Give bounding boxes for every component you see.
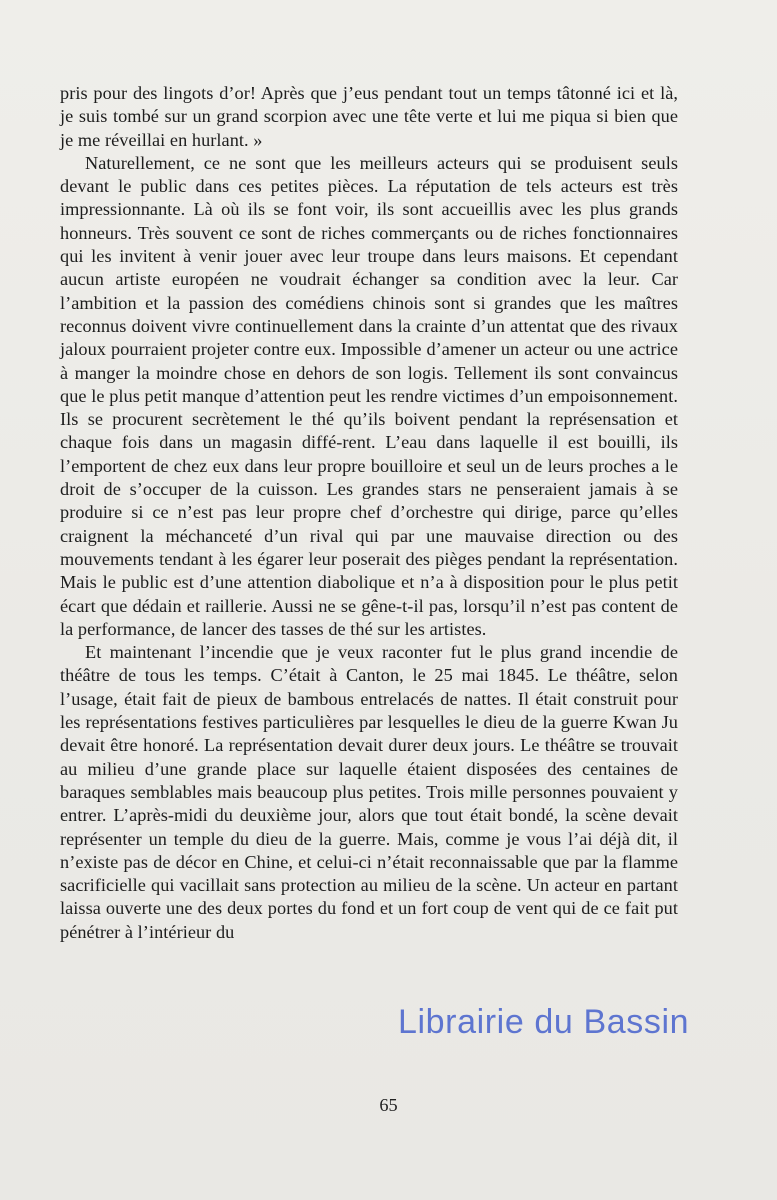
paragraph-actors: Naturellement, ce ne sont que les meilleurs acteurs qui se produisent seuls devant le public dans ces petites pièces. La réputation de tels acteurs est très impressionnante. Là où ils se font voir, ils sont accueillis avec les plus grands honneurs. Très souvent ce sont de riches commerçants ou de riches fonctionnaires qui les invitent à venir jouer avec leur troupe dans leurs maisons. Et cependant aucun artiste européen ne voudrait échanger sa condition avec la leur. Car l’ambition et la passion des comédiens chinois sont si grandes que les maîtres reconnus doivent vivre continuellement dans la crainte d’un attentat que des rivaux jaloux pourraient projeter contre eux. Impossible d’amener un acteur ou une actrice à manger la moindre chose en dehors de son logis. Tellement ils sont convaincus que le plus petit manque d’attention peut les rendre victimes d’un empoisonnement. Ils se procurent secrètement le thé qu’ils boivent pendant la représensation et chaque fois dans un magasin diffé-rent. L’eau dans laquelle il est bouilli, ils l’emportent de chez eux dans leur propre bouilloire et seul un de leurs proches a le droit de s’occuper de la cuisson. Les grandes stars ne penseraient jamais à se produire si ce n’est pas leur propre chef d’orchestre qui dirige, parce qu’elles craignent la méchanceté d’un rival qui par une mauvaise direction ou des mouvements tendant à les égarer leur poserait des pièges pendant la représentation. Mais le public est d’une attention diabolique et n’a à disposition pour le plus petit écart que dédain et raillerie. Aussi ne se gêne-t-il pas, lorsqu’il n’est pas content de la performance, de lancer des tasses de thé sur les artistes. — [60, 152, 678, 639]
page-number: 65 — [379, 1095, 398, 1115]
page-body-text — [60, 82, 678, 944]
paragraph-fire: Et maintenant l’incendie que je veux raconter fut le plus grand incendie de théâtre de tous les temps. C’était à Canton, le 25 mai 1845. Le théâtre, selon l’usage, était fait de pieux de bambous entrelacés de nattes. Il était construit pour les représentations festives particulières par lesquelles le dieu de la guerre Kwan Ju devait être honoré. La représentation devait durer deux jours. Le théâtre se trouvait au milieu d’une grande place sur laquelle étaient disposées des centaines de baraques semblables mais beaucoup plus petites. Trois mille personnes pouvaient y entrer. L’après-midi du deuxième jour, alors que tout était bondé, la scène devait représenter un temple du dieu de la guerre. Mais, comme je vous l’ai déjà dit, il n’existe pas de décor en Chine, et celui-ci n’était reconnaissable que par la flamme sacrificielle qui vacillait sans protection au milieu de la scène. Un acteur en partant laissa ouverte une des deux portes du fond et un fort coup de vent qui de ce fait put pénétrer à l’intérieur du — [60, 642, 678, 942]
watermark-text: Librairie du Bassin — [398, 1003, 690, 1041]
paragraph-continued: pris pour des lingots d’or! Après que j’eus pendant tout un temps tâtonné ici et là, je suis tombé sur un grand scorpion avec une tête verte et lui me piqua si bien que je me réveillai en hurlant. » — [60, 83, 678, 150]
